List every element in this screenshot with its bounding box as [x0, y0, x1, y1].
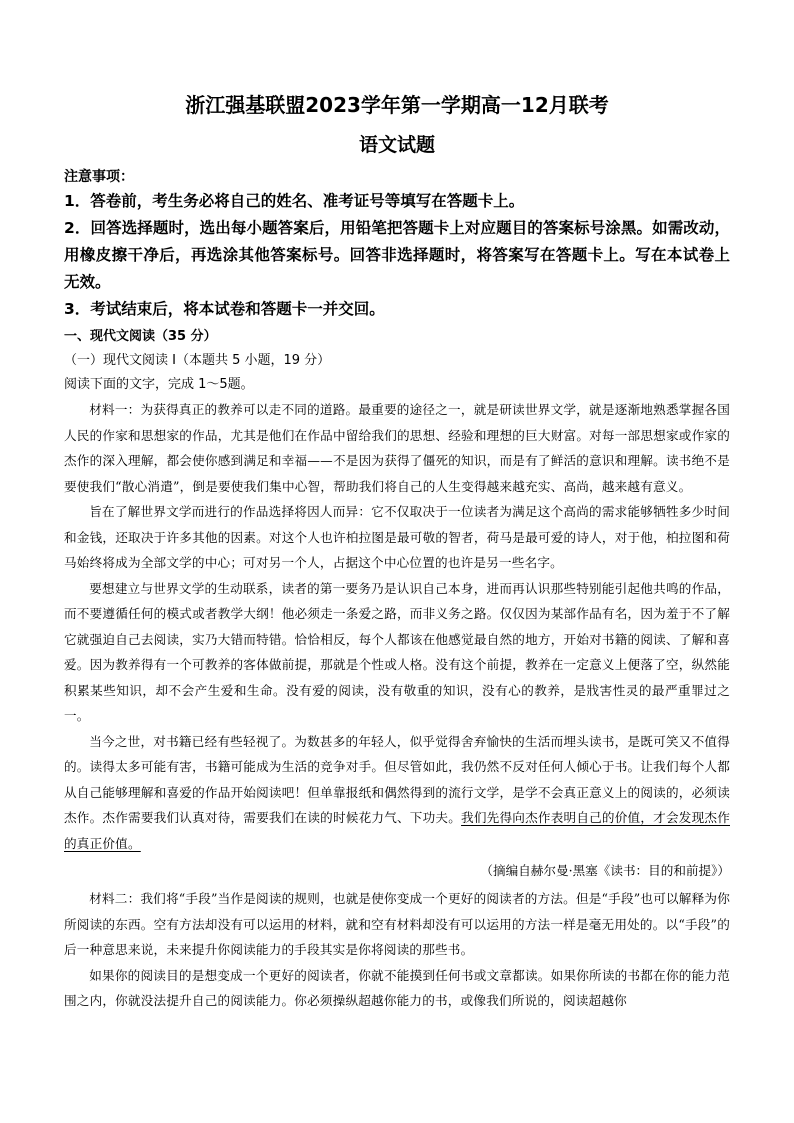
section-heading: 一、现代文阅读（35 分） — [64, 329, 217, 344]
material-two — [64, 886, 730, 1014]
notes-block — [64, 166, 730, 323]
reading-instruction: 阅读下面的文字，完成 1～5题。 — [64, 377, 254, 392]
paragraph-text: 当今之世，对书籍已经有些轻视了。为数甚多的年轻人，似乎觉得舍弃愉快的生活而埋头读书，是既可笑又不值得的。读得太多可能有害，书籍可能成为生活的竞争对手。但尽管如此，我仍然不反对任何人倾心于书。让我们每个人都从自己能够理解和喜爱的作品开始阅读吧！但单靠报纸和偶然得到的流行文学，是学不会真正意义上的阅读的，必须读杰作。杰作需要我们认真对待，需要我们在读的时候花力气、下功夫。 — [64, 733, 730, 825]
exam-subtitle: 语文试题 — [358, 134, 435, 156]
exam-title: 浙江强基联盟2023学年第一学期高一12月联考 — [185, 93, 609, 117]
notes-heading: 注意事项： — [64, 169, 134, 185]
note-item-1: 1．答卷前，考生务必将自己的姓名、准考证号等填写在答题卡上。 — [64, 192, 525, 210]
subsection-heading: （一）现代文阅读 I（本题共 5 小题，19 分） — [64, 353, 331, 368]
note-item-3: 3．考试结束后，将本试卷和答题卡一并交回。 — [64, 300, 385, 318]
material-paragraph-last — [64, 729, 730, 857]
note-item-2: 2．回答选择题时，选出每小题答案后，用铅笔把答题卡上对应题目的答案标号涂黑。如需改动，用橡皮擦干净后，再选涂其他答案标号。回答非选择题时，将答案写在答题卡上。写在本试卷上无效。 — [64, 219, 730, 291]
material-paragraph: 如果你的阅读目的是想变成一个更好的阅读者，你就不能摸到任何书或文章都读。如果你所读的书都在你的能力范围之内，你就没法提升自己的阅读能力。你必须操纵超越你能力的书，或像我们所说的，阅读超越你 — [64, 967, 730, 1008]
material-paragraph: 要想建立与世界文学的生动联系，读者的第一要务乃是认识自己本身，进而再认识那些特别能引起他共鸣的作品，而不要遵循任何的模式或者教学大纲！他必须走一条爱之路，而非义务之路。仅仅因为某部作品有名，因为羞于不了解它就强迫自己去阅读，实乃大错而特错。恰恰相反，每个人都该在他感觉最自然的地方，开始对书籍的阅读、了解和喜爱。因为教养得有一个可教养的客体做前提，那就是个性或人格。没有这个前提，教养在一定意义上便落了空，纵然能积累某些知识，却不会产生爱和生命。没有爱的阅读，没有敬重的知识，没有心的教养，是戕害性灵的最严重罪过之一。 — [64, 580, 730, 723]
material-paragraph: 材料二：我们将“手段”当作是阅读的规则，也就是使你变成一个更好的阅读者的方法。但是“手段”也可以解释为你所阅读的东西。空有方法却没有可以运用的材料，就和空有材料却没有可以运用的方法一样是毫无用处的。以“手段”的后一种意思来说，未来提升你阅读能力的手段其实是你将阅读的那些书。 — [64, 891, 730, 957]
material-one — [64, 397, 730, 886]
underlined-sentence: 我们先得向杰作表明自己的价值，才会发现杰作的真正价值。 — [64, 810, 730, 851]
material-paragraph: 材料一：为获得真正的教养可以走不同的道路。最重要的途径之一，就是研读世界文学，就是逐渐地熟悉掌握各国人民的作家和思想家的作品，尤其是他们在作品中留给我们的思想、经验和理想的巨大财富。对每一部思想家或作家的杰作的深入理解，都会使你感到满足和幸福——不是因为获得了僵死的知识，而是有了鲜活的意识和理解。读书绝不是要使我们“散心消遣”，倒是要使我们集中心智，帮助我们将自己的人生变得越来越充实、高尚，越来越有意义。 — [64, 402, 730, 494]
exam-page — [64, 88, 730, 1014]
source-citation: （摘编自赫尔曼·黑塞《读书：目的和前提》） — [480, 863, 730, 878]
material-paragraph: 旨在了解世界文学而进行的作品选择将因人而异：它不仅取决于一位读者为满足这个高尚的需求能够牺牲多少时间和金钱，还取决于许多其他的因素。对这个人也许柏拉图是最可敬的智者，荷马是最可爱的诗人，对于他，柏拉图和荷马始终将成为全部文学的中心；可对另一个人，占据这个中心位置的也许是另一些名字。 — [64, 504, 730, 570]
